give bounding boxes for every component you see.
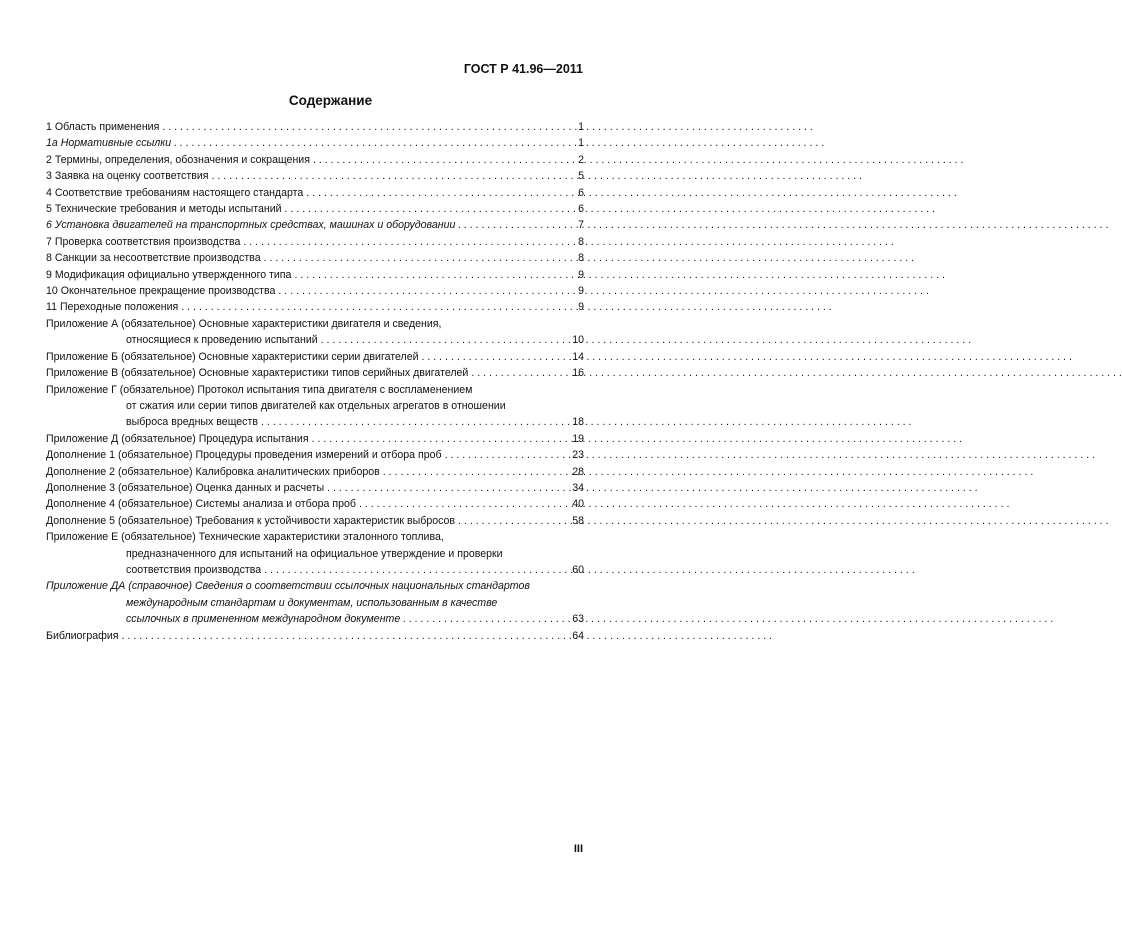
toc-entry[interactable] bbox=[46, 119, 584, 135]
toc-entry[interactable] bbox=[46, 529, 584, 578]
dot-leader bbox=[162, 119, 572, 135]
toc-page-number: 1 bbox=[578, 121, 584, 133]
toc-page-number: 9 bbox=[578, 301, 584, 314]
toc-entry[interactable] bbox=[46, 299, 584, 315]
toc-entry[interactable] bbox=[46, 382, 584, 431]
dot-leader bbox=[321, 332, 569, 348]
toc-entry-text: Приложение Б (обязательное) Основные характеристики серии двигателей bbox=[46, 350, 419, 363]
toc-entry-text: 4 Соответствие требованиям настоящего стандарта bbox=[46, 186, 304, 199]
toc-entry[interactable] bbox=[46, 135, 584, 151]
toc-entry[interactable] bbox=[46, 447, 584, 463]
toc-entry[interactable] bbox=[46, 217, 584, 233]
dot-leader bbox=[458, 217, 572, 233]
toc-page-number: 58 bbox=[572, 514, 584, 527]
toc-entry-text: 5 Технические требования и методы испытаний bbox=[46, 203, 282, 216]
dot-leader bbox=[294, 267, 572, 283]
table-of-contents bbox=[46, 119, 584, 644]
toc-page-number: 9 bbox=[578, 285, 584, 298]
document-code: ГОСТ Р 41.96—2011 bbox=[463, 62, 583, 76]
toc-entry[interactable] bbox=[46, 513, 584, 529]
toc-page-number: 9 bbox=[578, 268, 584, 281]
toc-entry-text: 6 Установка двигателей на транспортных средствах, машинах и оборудовании bbox=[46, 219, 456, 232]
dot-leader bbox=[403, 611, 568, 627]
toc-page-number: 7 bbox=[578, 219, 584, 232]
toc-entry[interactable] bbox=[46, 464, 584, 480]
toc-entry-text: предназначенного для испытаний на официальное утверждение и проверки bbox=[126, 547, 503, 560]
toc-page-number: 19 bbox=[572, 432, 584, 445]
toc-entry-text: 1а Нормативные ссылки bbox=[46, 137, 172, 150]
dot-leader bbox=[174, 135, 572, 151]
toc-entry-text: 3 Заявка на оценку соответствия bbox=[46, 170, 209, 183]
dot-leader bbox=[121, 628, 568, 644]
toc-entry-text: 7 Проверка соответствия производства bbox=[46, 235, 241, 248]
toc-page-number: 5 bbox=[578, 170, 584, 183]
toc-entry-text: Дополнение 4 (обязательное) Системы анализа и отбора проб bbox=[46, 498, 356, 511]
dot-leader bbox=[181, 299, 572, 315]
dot-leader bbox=[264, 250, 572, 266]
dot-leader bbox=[312, 431, 569, 447]
toc-page-number: 40 bbox=[572, 498, 584, 511]
dot-leader bbox=[243, 234, 572, 250]
toc-entry[interactable] bbox=[46, 250, 584, 266]
toc-entry[interactable] bbox=[46, 185, 584, 201]
dot-leader bbox=[471, 365, 568, 381]
dot-leader bbox=[285, 201, 572, 217]
toc-page-number: 63 bbox=[572, 613, 584, 626]
toc-entry-text: Приложение Г (обязательное) Протокол испытания типа двигателя с воспламенением bbox=[46, 383, 473, 396]
toc-entry-text: 10 Окончательное прекращение производства bbox=[46, 285, 276, 298]
toc-entry[interactable] bbox=[46, 316, 584, 349]
toc-entry-text: выброса вредных веществ bbox=[126, 416, 258, 429]
toc-entry-text: Дополнение 3 (обязательное) Оценка данных и расчеты bbox=[46, 481, 325, 494]
dot-leader bbox=[313, 152, 572, 168]
toc-page-number: 60 bbox=[572, 563, 584, 576]
toc-entry[interactable] bbox=[46, 578, 584, 627]
toc-page-number: 18 bbox=[572, 416, 584, 429]
dot-leader bbox=[458, 513, 568, 529]
dot-leader bbox=[383, 464, 568, 480]
dot-leader bbox=[445, 447, 569, 463]
toc-entry-text: Дополнение 2 (обязательное) Калибровка аналитических приборов bbox=[46, 465, 380, 478]
toc-page-number: 2 bbox=[578, 153, 584, 166]
toc-entry-text: Приложение В (обязательное) Основные характеристики типов серийных двигателей bbox=[46, 367, 469, 380]
toc-entry[interactable] bbox=[46, 234, 584, 250]
toc-page-number: 34 bbox=[572, 481, 584, 494]
toc-entry-text: 9 Модификация официально утвержденного типа bbox=[46, 268, 292, 281]
toc-entry[interactable] bbox=[46, 201, 584, 217]
page-title: Содержание bbox=[288, 93, 373, 108]
toc-entry-text: 8 Санкции за несоответствие производства bbox=[46, 252, 261, 265]
toc-entry-text: Приложение ДА (справочное) Сведения о соответствии ссылочных национальных стандартов bbox=[46, 580, 530, 593]
toc-entry-text: Дополнение 5 (обязательное) Требования к устойчивости характеристик выбросов bbox=[46, 514, 456, 527]
toc-page-number: 6 bbox=[578, 203, 584, 216]
toc-entry[interactable] bbox=[46, 349, 584, 365]
toc-entry-text: соответствия производства bbox=[126, 563, 262, 576]
toc-page-number: 64 bbox=[572, 629, 584, 642]
toc-entry[interactable] bbox=[46, 480, 584, 496]
toc-entry-text: 1 Область применения bbox=[46, 121, 160, 133]
toc-entry[interactable] bbox=[46, 168, 584, 184]
toc-entry-text: Приложение Д (обязательное) Процедура испытания bbox=[46, 432, 309, 445]
toc-entry-text: Библиография bbox=[46, 629, 119, 642]
toc-entry-text: относящиеся к проведению испытаний bbox=[126, 334, 318, 347]
toc-page-number: 28 bbox=[572, 465, 584, 478]
dot-leader bbox=[261, 414, 568, 430]
dot-leader bbox=[327, 480, 568, 496]
page-number: III bbox=[573, 843, 583, 855]
toc-page-number: 16 bbox=[572, 367, 584, 380]
toc-entry[interactable] bbox=[46, 365, 584, 381]
dot-leader bbox=[264, 562, 568, 578]
dot-leader bbox=[306, 185, 572, 201]
toc-entry-text: ссылочных в примененном международном документе bbox=[126, 613, 401, 626]
toc-entry-text: 2 Термины, определения, обозначения и сокращения bbox=[46, 153, 310, 166]
toc-page-number: 8 bbox=[578, 252, 584, 265]
toc-entry[interactable] bbox=[46, 267, 584, 283]
toc-page-number: 8 bbox=[578, 235, 584, 248]
toc-entry-text: от сжатия или серии типов двигателей как отдельных агрегатов в отношении bbox=[126, 399, 506, 412]
toc-entry[interactable] bbox=[46, 431, 584, 447]
dot-leader bbox=[278, 283, 572, 299]
toc-entry-text: международным стандартам и документам, использованным в качестве bbox=[126, 596, 498, 609]
toc-entry-text: 11 Переходные положения bbox=[46, 301, 179, 314]
dot-leader bbox=[359, 496, 568, 512]
dot-leader bbox=[212, 168, 573, 184]
toc-page-number: 23 bbox=[572, 449, 584, 462]
toc-entry-text: Дополнение 1 (обязательное) Процедуры проведения измерений и отбора проб bbox=[46, 449, 442, 462]
toc-entry[interactable] bbox=[46, 152, 584, 168]
toc-entry-text: Приложение А (обязательное) Основные характеристики двигателя и сведения, bbox=[46, 317, 442, 330]
toc-entry[interactable] bbox=[46, 628, 584, 644]
toc-page-number: 10 bbox=[572, 334, 584, 347]
toc-page-number: 6 bbox=[578, 186, 584, 199]
toc-page-number: 14 bbox=[572, 350, 584, 363]
dot-leader bbox=[422, 349, 569, 365]
toc-entry[interactable] bbox=[46, 496, 584, 512]
toc-page-number: 1 bbox=[578, 137, 584, 150]
toc-entry[interactable] bbox=[46, 283, 584, 299]
toc-entry-text: Приложение Е (обязательное) Технические характеристики эталонного топлива, bbox=[46, 531, 444, 544]
